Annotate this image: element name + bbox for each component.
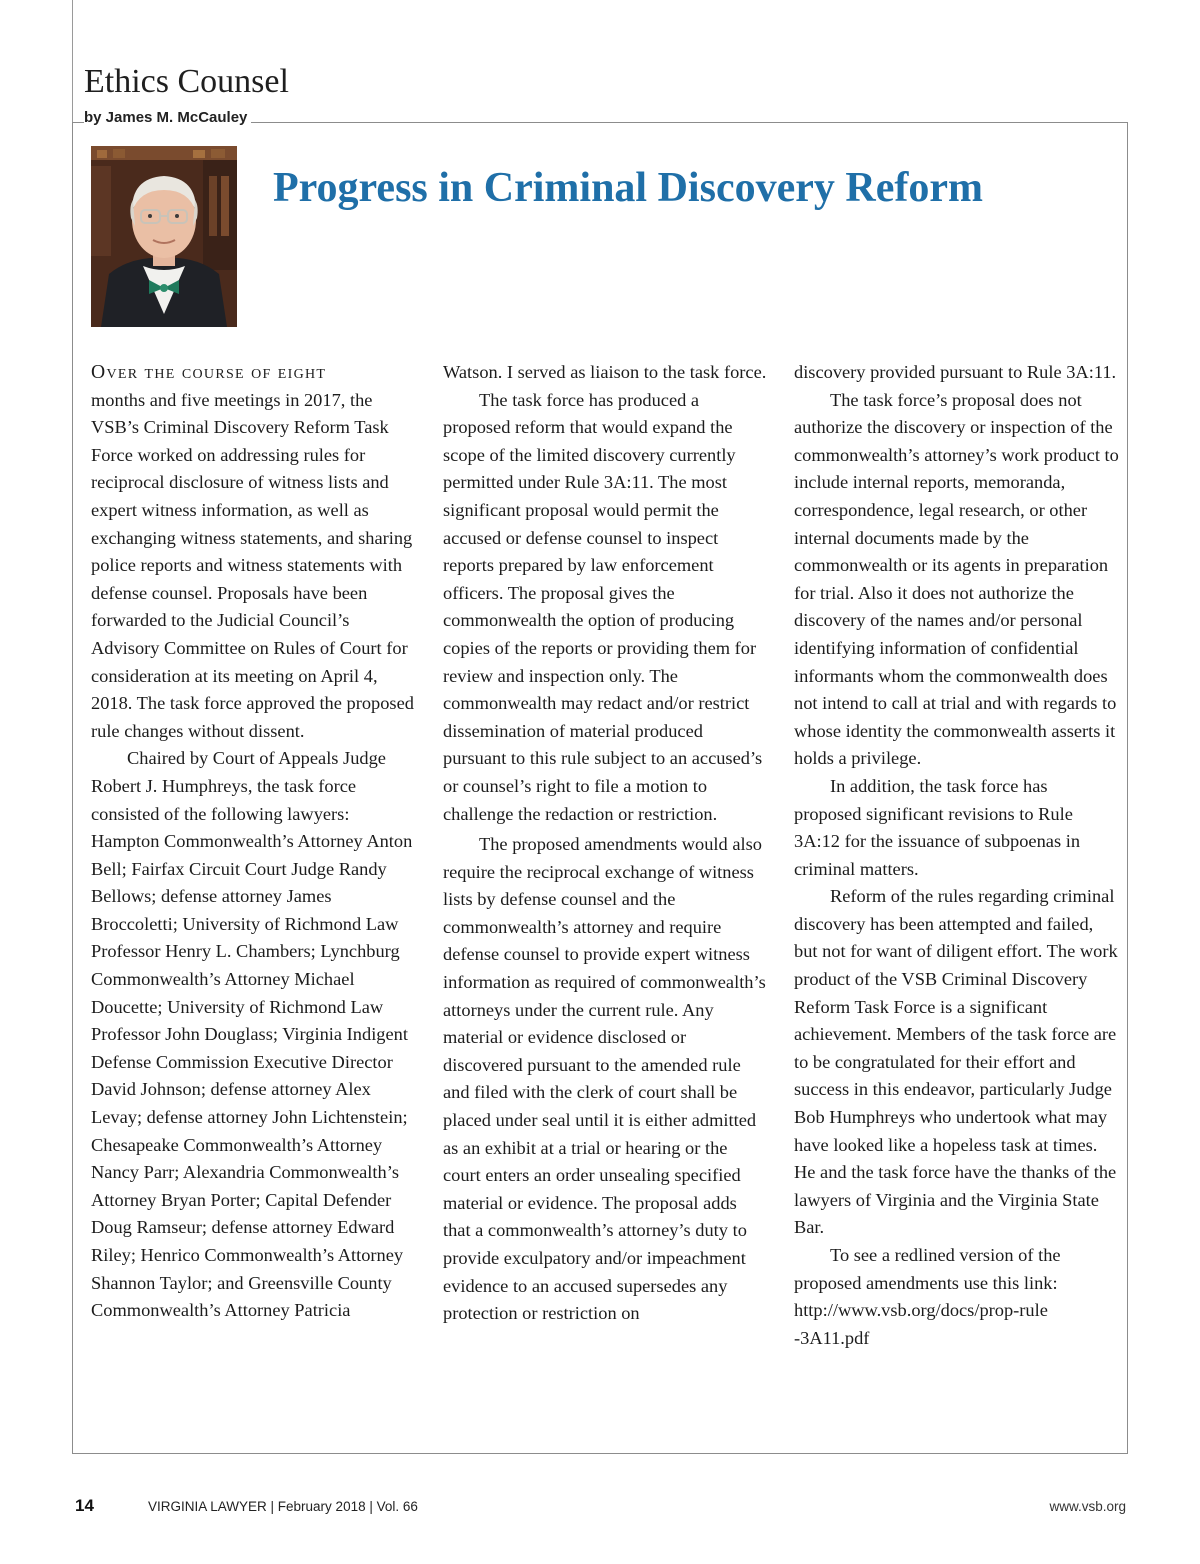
paragraph: Chaired by Court of Appeals Judge Robert J. Humphreys, the task force consisted of the following lawyers: Hampton Commonwealth’s Attorney Anton Bell; Fairfax Circuit Court Judge Randy Bellows; defense attorney James Broccoletti; University of Richmond Law Professor Henry L. Chambers; Lynchburg Commonwealth’s Attorney Michael Doucette; University of Richmond Law Professor John Douglass; Virginia Indigent Defense Commission Executive Director David Johnson; defense attorney Alex Levay; defense attorney John Lichtenstein; Chesapeake Commonwealth’s Attorney Nancy Parr; Alexandria Commonwealth’s Attorney Bryan Porter; Capital Defender Doug Ramseur; defense attorney Edward Riley; Henrico Commonwealth’s Attorney Shannon Taylor; and Greensville County Commonwealth’s Attorney Patricia — [91, 748, 413, 1321]
author-portrait-icon — [91, 146, 237, 327]
paragraph: The task force has produced a proposed reform that would expand the scope of the limited discovery currently permitted under Rule 3A:11. The most significant proposal would permit the accused or defense counsel to inspect reports prepared by law enforcement officers. The proposal gives the commonwealth the option of producing copies of the reports or providing them for review and inspection only. The commonwealth may redact and/or restrict dissemination of material produced pursuant to this rule subject to an accused’s or counsel’s right to file a motion to challenge the redaction or restriction. — [443, 389, 763, 824]
paragraph: The task force’s proposal does not authorize the discovery or inspection of the commonwealth’s attorney’s work product to include internal reports, memoranda, correspondence, legal research, or other internal documents made by the commonwealth or its agents in preparation for trial. Also it does not authorize the discovery of the names and/or personal identifying information of confidential informants whom the commonwealth does not intend to call at trial and with regards to whose identity the commonwealth asserts it holds a privilege. — [794, 389, 1119, 769]
paragraph: discovery provided pursuant to Rule 3A:11. — [794, 362, 1117, 382]
lead-in-smallcaps: Over the course of eight — [91, 362, 327, 383]
website-url: www.vsb.org — [1049, 1499, 1126, 1514]
text-column-1 — [91, 359, 416, 1325]
text-column-3 — [794, 359, 1119, 1352]
column-kicker: Ethics Counsel — [84, 63, 289, 100]
article-title: Progress in Criminal Discovery Reform — [273, 165, 983, 211]
paragraph: In addition, the task force has proposed significant revisions to Rule 3A:12 for the issuance of subpoenas in criminal matters. — [794, 775, 1081, 879]
paragraph-text: To see a redlined version of the proposed amendments use this link: — [794, 1245, 1061, 1293]
byline: by James M. McCauley — [84, 108, 251, 128]
paragraph — [91, 359, 416, 745]
page-footer — [0, 1494, 1200, 1518]
paragraph: Reform of the rules regarding criminal discovery has been attempted and failed, but not for want of diligent effort. The work product of the VSB Criminal Discovery Reform Task Force is a significant achievement. Members of the task force are to be congratulated for their effort and success in this endeavor, particularly Judge Bob Humphreys who undertook what may have looked like a hopeless task at times. He and the task force have the thanks of the lawyers of Virginia and the Virginia State Bar. — [794, 886, 1118, 1238]
redline-link[interactable] — [794, 1300, 1048, 1348]
paragraph: Watson. I served as liaison to the task force. — [443, 362, 767, 382]
link-text: -3A11.pdf — [794, 1327, 870, 1348]
paragraph-text: months and five meetings in 2017, the VSB’s Criminal Discovery Reform Task Force worked on addressing rules for reciprocal disclosure of witness lists and expert witness information, as well as exchanging witness statements, and sharing police reports and witness statements with defense counsel. Proposals have been forwarded to the Judicial Council’s Advisory Committee on Rules of Court for consideration at its meeting on April 4, 2018. The task force approved the proposed rule changes without dissent. — [91, 389, 414, 741]
paragraph: The proposed amendments would also require the reciprocal exchange of witness lists by defense counsel and the commonwealth’s attorney and require defense counsel to provide expert witness information as required of commonwealth’s attorneys under the current rule. Any material or evidence disclosed or discovered pursuant to the amended rule and filed with the clerk of court shall be placed under seal until it is either admitted as an exhibit at a trial or hearing or the court enters an order unsealing specified material or evidence. The proposal adds that a commonwealth’s attorney’s duty to provide exculpatory and/or impeachment evidence to an accused supersedes any protection or restriction on — [443, 834, 766, 1324]
author-photo — [91, 146, 237, 327]
text-column-2 — [443, 359, 768, 1328]
page-number: 14 — [75, 1496, 94, 1515]
left-margin-rule — [72, 0, 73, 122]
paragraph — [794, 1242, 1119, 1352]
publication-info: VIRGINIA LAWYER | February 2018 | Vol. 66 — [148, 1499, 418, 1514]
link-text: http://www.vsb.org/docs/prop-rule — [794, 1300, 1048, 1321]
